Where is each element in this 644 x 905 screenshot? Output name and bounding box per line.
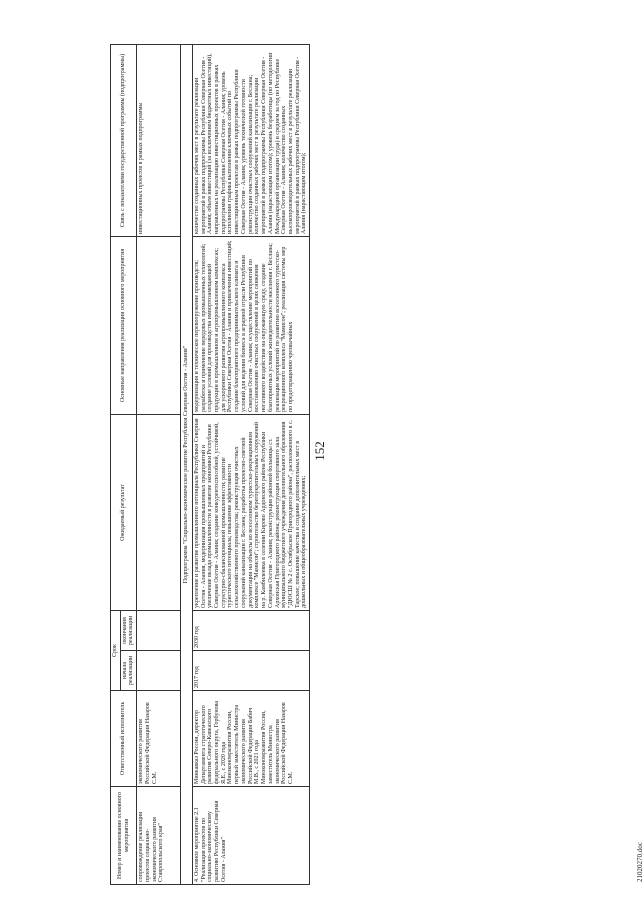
program-table — [110, 44, 310, 885]
cell-row4-number — [192, 787, 309, 885]
footer-file-code: 21020270.doc — [636, 842, 644, 882]
row4-name: Основное мероприятие 2.1 "Реализация проектов по социально-экономическому развитию Республики Северная Осетия - Алания" — [193, 800, 227, 882]
cell-prev-executor: экономического развития Российской Федерации Назаров С.М. — [137, 691, 181, 787]
cell-row4-directions: модернизация и техническое перевооружение производств; разработка и применение передовых промышленных технологий; создание условий для производства импортозамещающей продукции в промышленном и агропромышленном комплексах; для ускоренного развития агропромышленного комплекса Республики Северная Осетия - Алания и привлечения инвестиций; создание благоприятного предпринимательского климата и условий для ведения бизнеса в аграрной отрасли Республики Северная Осетия - Алания; осуществление мероприятий по восстановлению очистных сооружений в целях снижения негативного воздействия на окружающую среду, создание благоприятных условий жизнедеятельности населения г. Беслана; реализация мероприятий по развитию всесезонного туристско-рекреационного комплекса "Мамисон"; реализация системы мер по предотвращению чрезвычайных — [192, 236, 309, 414]
cell-prev-number: сопровождение реализации проектов социально-экономического развития Ставропольского края" — [137, 787, 181, 885]
header-term: Срок — [111, 610, 121, 690]
cell-row4-end: 2030 год — [192, 610, 309, 650]
header-number: Номер и наименование основного мероприятия — [111, 787, 137, 885]
header-link: Связь с показателями государственной программы (подпрограммы) — [111, 44, 137, 236]
header-end: окончания реализации — [120, 610, 136, 650]
cell-prev-start — [137, 651, 181, 691]
header-executor: Ответственный исполнитель — [111, 691, 137, 787]
cell-row4-start: 2017 год — [192, 651, 309, 691]
header-start: начала реализации — [120, 651, 136, 691]
cell-row4-executor: Минкавказ России, директор Департамента стратегического развития Северо-Кавказского федерального округа, Горбунова Я.Е., с 2020 года Минэкономразвития России, первый заместитель Министра экономического развития Российской Федерации Бабич М.В., с 2021 года Минэкономразвития России, заместитель Министра экономического развития Российской Федерации Назаров С.М. — [192, 691, 309, 787]
header-row — [111, 44, 121, 884]
cell-prev-link: инвестиционных проектов в рамках подпрограммы — [137, 44, 181, 236]
table-row-previous — [137, 44, 181, 884]
cell-prev-directions — [137, 236, 181, 414]
cell-row4-result: укрепление и развитие промышленного потенциала Республики Северная Осетия - Алания, модернизация промышленных предприятий и увеличение вклада промышленности в развитие экономики Республики Северная Осетия - Алания; создание конкурентоспособной, устойчивой, структурно-сбалансированной промышленности; развитие туристического потенциала; повышение эффективности сельскохозяйственного производства; реконструкция очистных сооружений канализации г. Беслана; разработка проектно-сметной документации на объекты во всесезонном туристско-рекреационном комплексе "Мамисон"; строительство берегоукрепительных сооружений на р. Камбилеевка в селении Кирово Ардонского района Республики Северная Осетия - Алания; реконструкция районной больницы ст. Архонская Пригородного района; реконструкция спортивного зала муниципального бюджетного учреждения дополнительного образования "ДЮСШ № 2 с. Октябрьское Пригородного района", расположенного в с. Тарское; повышение качества и создание дополнительных мест в дошкольных и общеобразовательных учреждениях; — [192, 414, 309, 610]
page-number: 152 — [312, 441, 327, 461]
subprogram-row — [181, 44, 193, 884]
header-directions: Основные направления реализации основного мероприятия — [111, 236, 137, 414]
cell-row4-link: количество созданных рабочих мест в результате реализации мероприятий в рамках подпрограммы Республики Северная Осетия - Алания; объем инвестиций (за исключением бюджетных инвестиций), направленных на реализацию инвестиционных проектов в рамках подпрограммы Республики Северная Осетия - Алания; уровень исполнения графика выполнения ключевых событий по инвестиционным проектам в рамках подпрограммы Республики Северная Осетия - Алания; уровень технической готовности реконструкции очистных сооружений канализации г. Беслана; количество созданных рабочих мест в результате реализации мероприятий в рамках подпрограммы Республики Северная Осетия - Алания (нарастающим итогом); уровень безработицы (по методологии Международной организации труда) в среднем за год по Республике Северная Осетия - Алания; количество созданных высокопроизводительных рабочих мест в результате реализации мероприятий в рамках подпрограммы Республики Северная Осетия - Алания (нарастающим итогом); — [192, 44, 309, 236]
header-result: Ожидаемый результат — [111, 414, 137, 610]
cell-prev-result — [137, 414, 181, 610]
table-row-4 — [192, 44, 309, 884]
subprogram-title: Подпрограмма "Социально-экономическое развитие Республики Северная Осетия - Алания" — [181, 44, 193, 884]
cell-prev-end — [137, 610, 181, 650]
row4-num: 4. — [193, 877, 200, 882]
rotated-table-container — [110, 35, 530, 885]
